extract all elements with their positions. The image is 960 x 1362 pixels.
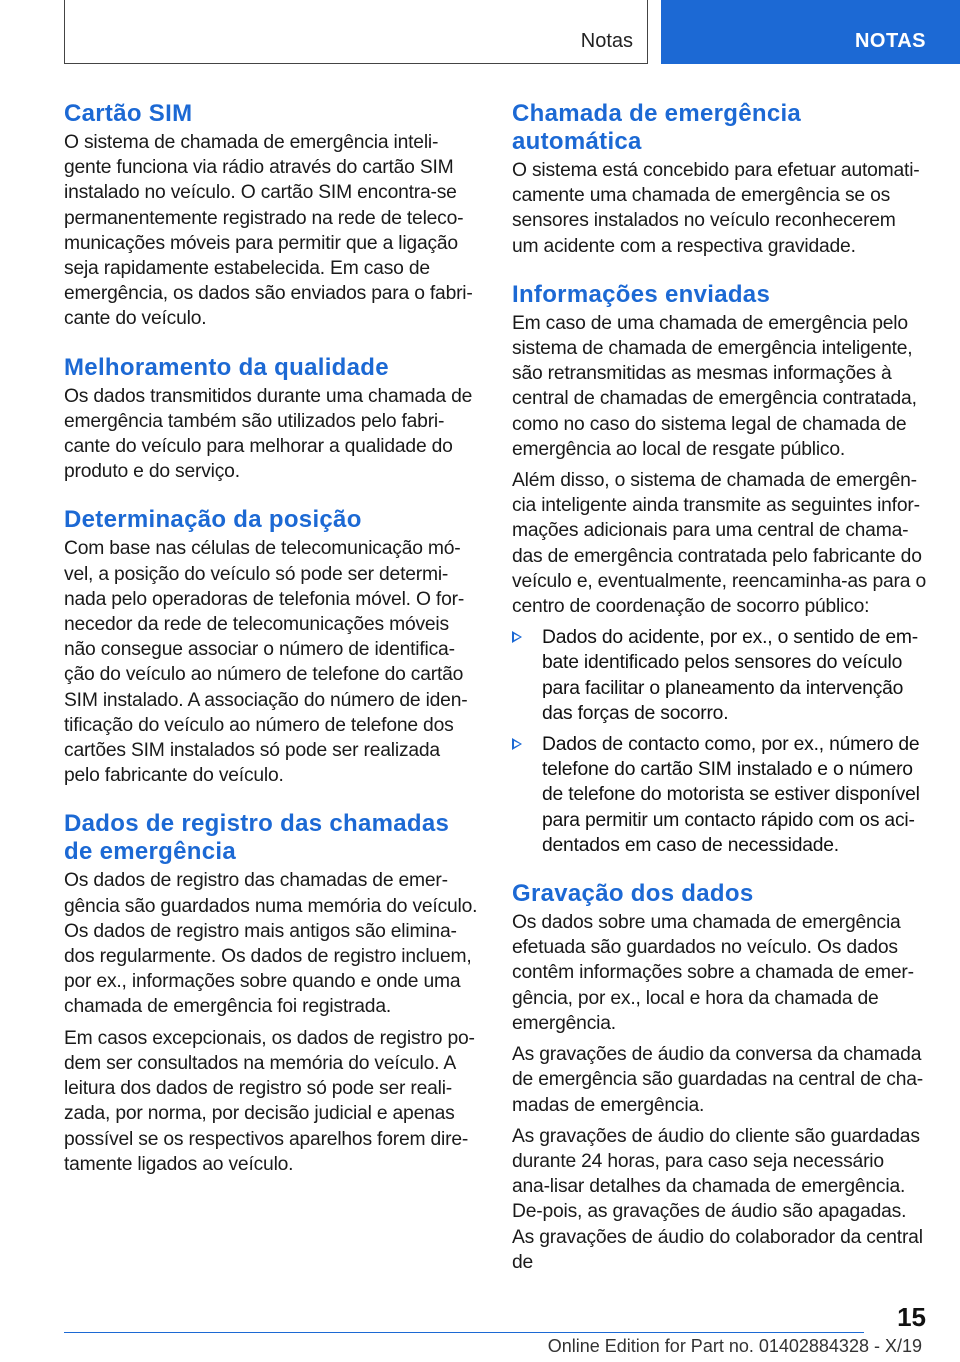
footer-edition-text: Online Edition for Part no. 01402884328 - X/19 (547, 1336, 922, 1356)
section-gravacao-dados (512, 880, 926, 1275)
section-paragraph: O sistema de chamada de emergência inteli-gente funciona via rádio através do cartão SIM instalado no veículo. O cartão SIM encontra-se permanentemente registrado na rede de teleco-municações móveis para permitir que a ligação seja rapidamente estabelecida. Em caso de emergência, os dados são enviados para o fabri-cante do veículo. (64, 132, 473, 330)
section-heading: Chamada de emergência automática (512, 100, 802, 155)
section-heading: Gravação dos dados (512, 880, 754, 908)
section-chamada-automatica (512, 100, 926, 259)
section-determinacao-posicao (64, 506, 478, 788)
triangle-bullet-icon (512, 631, 522, 643)
section-informacoes-enviadas (512, 281, 926, 858)
section-paragraph: Os dados sobre uma chamada de emergência efetuada são guardados no veículo. Os dados contêm informações sobre a chamada de emer-gência, por ex., local e hora da chamada de emergência. (512, 912, 914, 1034)
section-paragraph: Em caso de uma chamada de emergência pelo sistema de chamada de emergência inteligente, são retransmitidas as mesmas informações à central de chamadas de emergência contratada, como no caso do sistema legal de chamada de emergência ao local de resgate público. (512, 312, 917, 460)
header-box (64, 0, 648, 64)
section-paragraph: Com base nas células de telecomunicação mó-vel, a posição do veículo só pode ser determi-nada pelo operadoras de telefonia móvel. O for-necedor da rede de telecomunicações móveis não consegue associar o número de identifica-ção do veículo ao número de telefone do cartão SIM instalado. A associação do número de iden-tificação do veículo ao número de telefone dos cartões SIM instalados só pode ser realizada pelo fabricante do veículo. (64, 538, 468, 787)
header-tab-label: NOTAS (854, 30, 926, 52)
section-paragraph: Além disso, o sistema de chamada de emergên-cia inteligente ainda transmite as seguintes infor-mações adicionais para uma central de chama-das de emergência contratada pelo fabricante do veículo e, eventualmente, reencaminha-as para o centro de coordenação de socorro público: (512, 470, 926, 618)
section-paragraph: O sistema está concebido para efetuar automati-camente uma chamada de emergência se os sensores instalados no veículo reconhecerem um acidente com a respectiva gravidade. (512, 160, 920, 257)
header-section-label: Notas (580, 30, 633, 52)
list-item (512, 625, 926, 726)
triangle-bullet-icon (512, 738, 522, 750)
section-heading: Determinação da posição (64, 506, 362, 534)
section-heading: Informações enviadas (512, 280, 771, 308)
section-paragraph: Os dados de registro das chamadas de emer-gência são guardados numa memória do veículo. Os dados de registro mais antigos são elimina-dos regularmente. Os dados de registro incluem, por ex., informações sobre quando e onde uma chamada de emergência foi registrada. (64, 870, 478, 1018)
bullet-list (512, 625, 926, 858)
section-paragraph: As gravações de áudio do cliente são guardadas durante 24 horas, para caso seja necessário ana-lisar detalhes da chamada de emergência. De-pois, as gravações de áudio são apagadas. As gravações de áudio do colaborador da central de (512, 1125, 923, 1273)
section-dados-registro (64, 810, 478, 1176)
section-cartao-sim (64, 100, 478, 332)
section-paragraph: Em casos excepcionais, os dados de registro po-dem ser consultados na memória do veículo. A leitura dos dados de registro só pode ser reali-zada, por norma, por decisão judicial e apenas possível se os respectivos aparelhos forem dire-tamente ligados ao veículo. (64, 1027, 475, 1175)
list-item (512, 732, 926, 858)
page-number: 15 (897, 1302, 926, 1332)
list-item-text: Dados de contacto como, por ex., número de telefone do cartão SIM instalado e o número de telefone do motorista se estiver disponível para permitir um contacto rápido com os aci-dentados em caso de necessidade. (542, 734, 920, 856)
section-heading: Cartão SIM (64, 100, 193, 127)
section-melhoramento-qualidade (64, 354, 478, 485)
left-column (64, 100, 478, 1183)
section-paragraph: As gravações de áudio da conversa da chamada de emergência são guardadas na central de cha-madas de emergência. (512, 1044, 923, 1116)
section-paragraph: Os dados transmitidos durante uma chamada de emergência também são utilizados pelo fabri-cante do veículo para melhorar a qualidade do produto e do serviço. (64, 385, 473, 483)
footer-divider (64, 1332, 864, 1333)
list-item-text: Dados do acidente, por ex., o sentido de em-bate identificado pelos sensores do veículo para facilitar o planeamento da intervenção das forças de socorro. (542, 627, 918, 724)
section-heading: Melhoramento da qualidade (64, 353, 389, 381)
header-tab[interactable] (661, 0, 960, 64)
section-heading: Dados de registro das chamadas de emergência (64, 810, 450, 866)
right-column (512, 100, 926, 1281)
